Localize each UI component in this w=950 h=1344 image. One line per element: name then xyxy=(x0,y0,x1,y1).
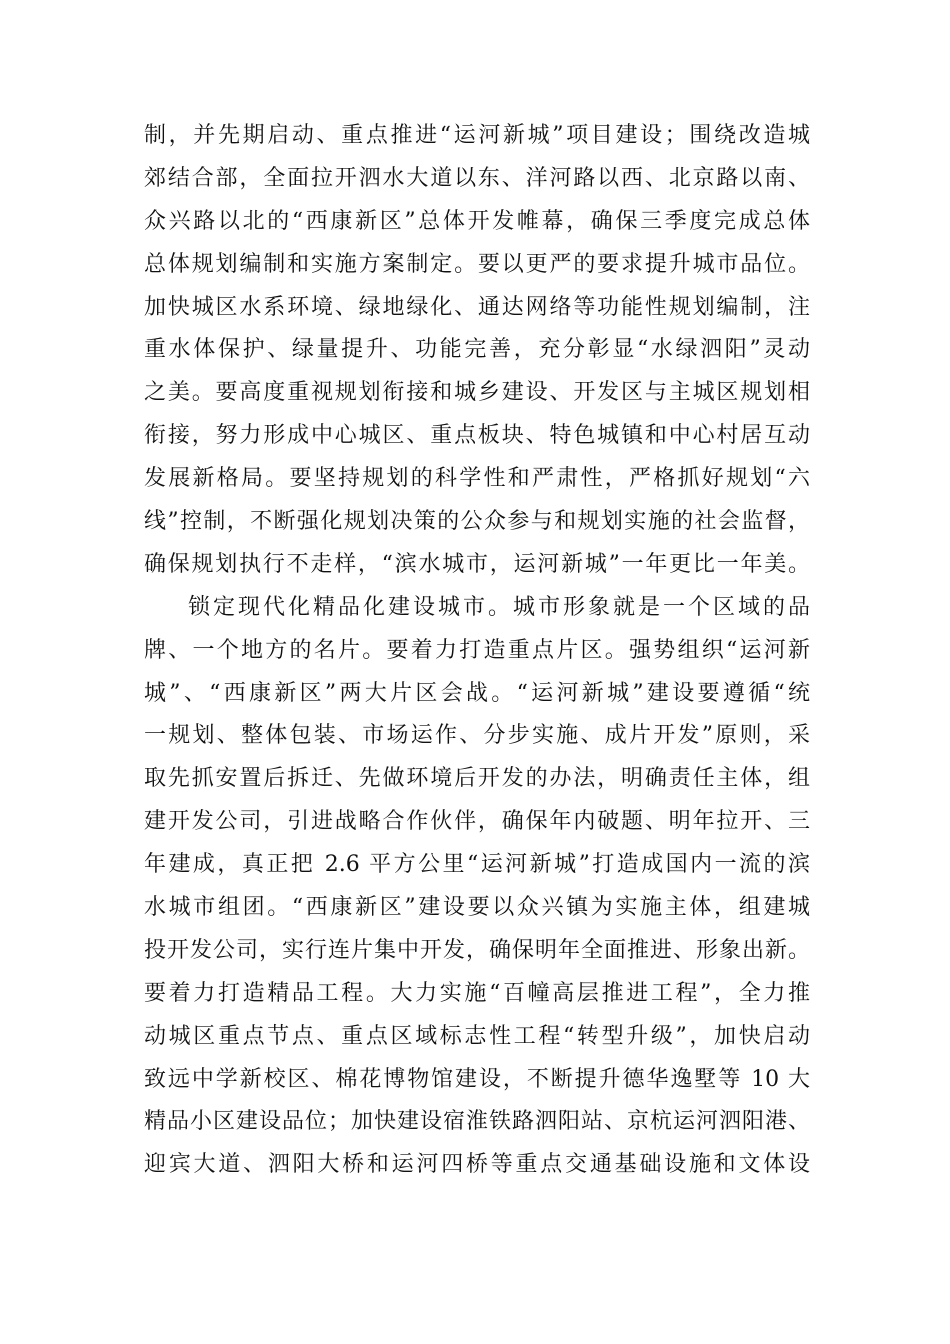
text-line: 精品小区建设品位；加快建设宿淮铁路泗阳站、京杭运河泗阳港、 xyxy=(144,1109,810,1135)
text-line: 年建成，真正把 2.6 平方公里“运河新城”打造成国内一流的滨 xyxy=(144,852,810,878)
text-line: 致远中学新校区、棉花博物馆建设，不断提升德华逸墅等 10 大 xyxy=(144,1066,810,1092)
text-line: 要着力打造精品工程。大力实施“百幢高层推进工程”，全力推 xyxy=(144,980,810,1006)
text-line: 建开发公司，引进战略合作伙伴，确保年内破题、明年拉开、三 xyxy=(144,809,810,835)
text-line: 牌、一个地方的名片。要着力打造重点片区。强势组织“运河新 xyxy=(144,637,810,663)
text-line: 众兴路以北的“西康新区”总体开发帷幕，确保三季度完成总体 xyxy=(144,208,810,234)
text-line: 城”、“西康新区”两大片区会战。“运河新城”建设要遵循“统 xyxy=(144,680,810,706)
text-line: 线”控制，不断强化规划决策的公众参与和规划实施的社会监督， xyxy=(144,509,810,535)
body-text xyxy=(144,115,810,1187)
text-line: 郊结合部，全面拉开泗水大道以东、洋河路以西、北京路以南、 xyxy=(144,165,810,191)
text-line: 确保规划执行不走样，“滨水城市，运河新城”一年更比一年美。 xyxy=(144,551,810,577)
text-line: 投开发公司，实行连片集中开发，确保明年全面推进、形象出新。 xyxy=(144,937,810,963)
text-line: 重水体保护、绿量提升、功能完善，充分彰显“水绿泗阳”灵动 xyxy=(144,337,810,363)
text-line: 制，并先期启动、重点推进“运河新城”项目建设；围绕改造城 xyxy=(144,123,810,148)
text-line: 水城市组团。“西康新区”建设要以众兴镇为实施主体，组建城 xyxy=(144,895,810,921)
text-line: 取先抓安置后拆迁、先做环境后开发的办法，明确责任主体，组 xyxy=(144,766,810,792)
text-line: 之美。要高度重视规划衔接和城乡建设、开发区与主城区规划相 xyxy=(144,380,810,406)
text-line: 动城区重点节点、重点区域标志性工程“转型升级”，加快启动 xyxy=(144,1023,810,1049)
text-line: 迎宾大道、泗阳大桥和运河四桥等重点交通基础设施和文体设 xyxy=(144,1152,810,1178)
text-line: 加快城区水系环境、绿地绿化、通达网络等功能性规划编制，注 xyxy=(144,294,810,320)
text-line: 一规划、整体包装、市场运作、分步实施、成片开发”原则，采 xyxy=(144,723,810,749)
text-line: 衔接，努力形成中心城区、重点板块、特色城镇和中心村居互动 xyxy=(144,423,810,449)
text-line: 发展新格局。要坚持规划的科学性和严肃性，严格抓好规划“六 xyxy=(144,466,810,492)
text-line: 总体规划编制和实施方案制定。要以更严的要求提升城市品位。 xyxy=(144,251,810,277)
paragraph-first-line: 锁定现代化精品化建设城市。城市形象就是一个区域的品 xyxy=(188,594,810,620)
